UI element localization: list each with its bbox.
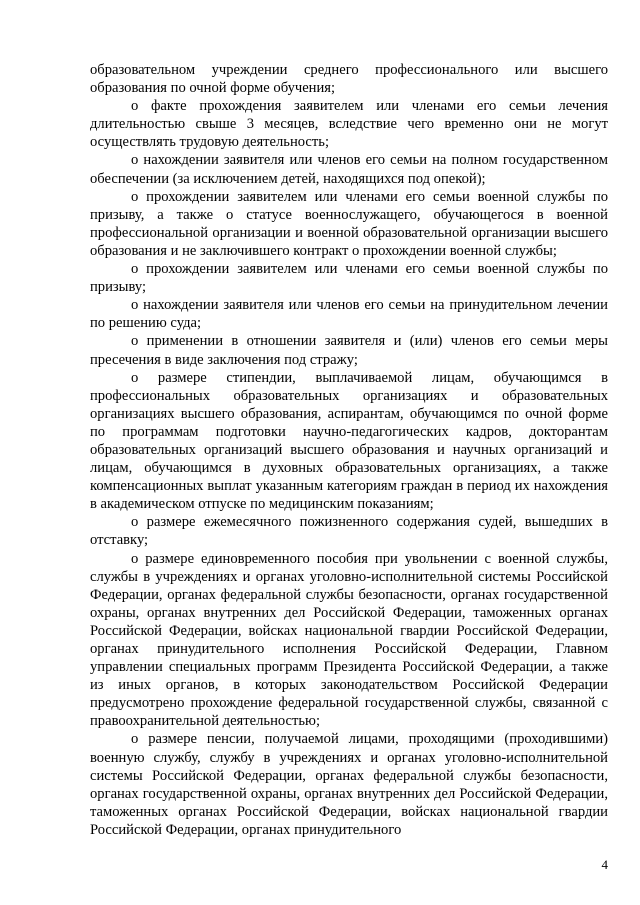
paragraph-pension: о размере пенсии, получаемой лицами, проходящими (проходившими) военную службу, службу в учреждениях и органах уголовно-исполнительной системы Российской Федерации, органах федеральной службы безопасности, органах государственной охраны, органах внутренних дел Российской Федерации, таможенных органах Российской Федерации, войсках национальной гвардии Российской Федерации, органах принудительного bbox=[90, 731, 608, 838]
paragraph-military-status: о прохождении заявителем или членами его семьи военной службы по призыву, а также о статусе военнослужащего, обучающегося в военной профессиональной организации и военной образовательной организации высшего образования и не заключившего контракт о прохождении военной службы; bbox=[90, 188, 608, 259]
document-page bbox=[90, 61, 608, 839]
paragraph-compulsory-treatment: о нахождении заявителя или членов его семьи на принудительном лечении по решению суда; bbox=[90, 297, 608, 332]
paragraph-continuation: образовательном учреждении среднего профессионального или высшего образования по очной форме обучения; bbox=[90, 62, 608, 97]
paragraph-judges-allowance: о размере ежемесячного пожизненного содержания судей, вышедших в отставку; bbox=[90, 514, 608, 549]
paragraph-state-support: о нахождении заявителя или членов его семьи на полном государственном обеспечении (за исключением детей, находящихся под опекой); bbox=[90, 152, 608, 187]
page-number: 4 bbox=[601, 857, 608, 872]
paragraph-military-service: о прохождении заявителем или членами его семьи военной службы по призыву; bbox=[90, 261, 608, 296]
paragraph-detention: о применении в отношении заявителя и (или) членов его семьи меры пресечения в виде заключения под стражу; bbox=[90, 333, 608, 368]
paragraph-dismissal-allowance: о размере единовременного пособия при увольнении с военной службы, службы в учреждениях и органах уголовно-исполнительной системы Российской Федерации, органах федеральной службы безопасности, органах государственной охраны, органах внутренних дел Российской Федерации, таможенных органах Российской Федерации, войсках национальной гвардии Российской Федерации, органах принудительного исполнения Российской Федерации, Главном управлении специальных программ Президента Российской Федерации, а также из иных органов, в которых законодательством Российской Федерации предусмотрено прохождение федеральной государственной службы, связанной с правоохранительной деятельностью; bbox=[90, 550, 608, 730]
paragraph-treatment: о факте прохождения заявителем или членами его семьи лечения длительностью свыше 3 месяцев, вследствие чего временно они не могут осуществлять трудовую деятельность; bbox=[90, 98, 608, 151]
paragraph-scholarship: о размере стипендии, выплачиваемой лицам, обучающимся в профессиональных образовательных организациях и образовательных организациях высшего образования, аспирантам, обучающимся по очной форме по программам подготовки научно-педагогических кадров, докторантам образовательных организаций высшего образования и научных организаций и лицам, обучающимся в духовных образовательных организациях, а также компенсационных выплат указанным категориям граждан в период их нахождения в академическом отпуске по медицинским показаниям; bbox=[90, 369, 608, 513]
